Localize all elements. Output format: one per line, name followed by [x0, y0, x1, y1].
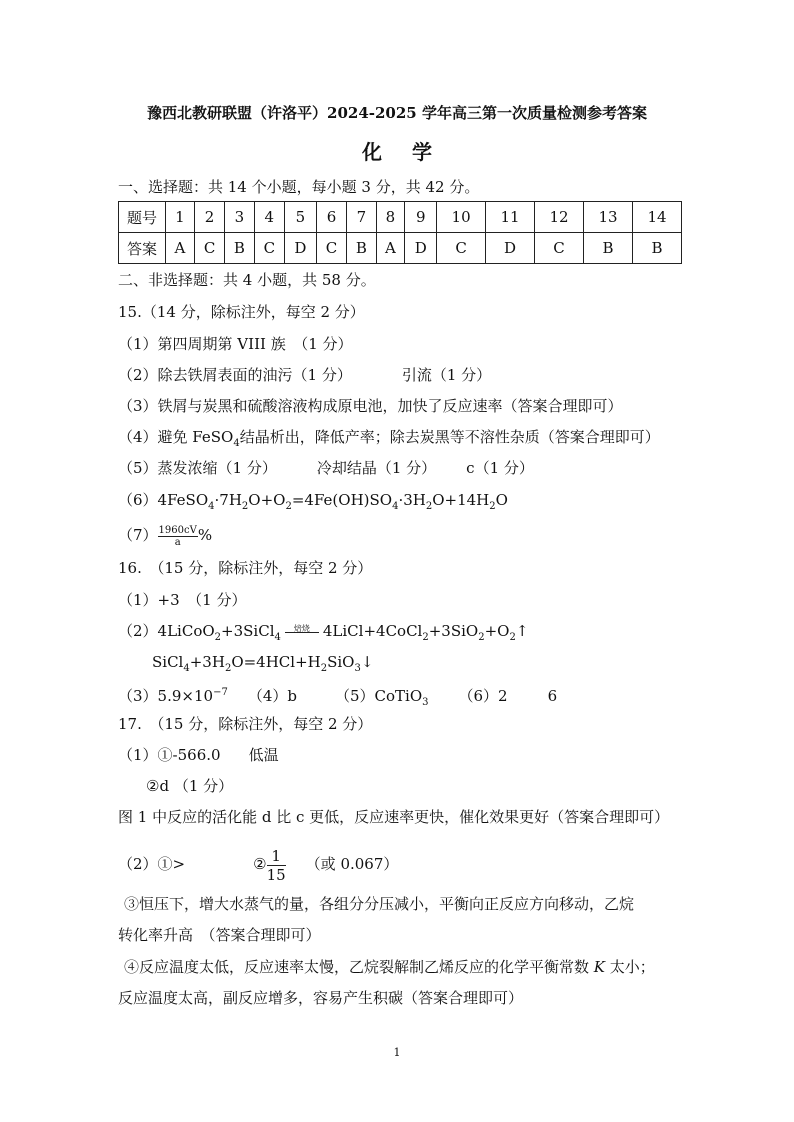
q15-part5-c: c（1 分） — [466, 459, 534, 477]
q17-part2-a: （2）①> — [118, 855, 186, 873]
q16-part3-value: 5.9×10 — [157, 687, 214, 705]
q15-part6 — [118, 491, 508, 516]
q15-part2 — [118, 366, 491, 384]
question-number-cell: 8 — [376, 202, 405, 233]
q15-part5 — [118, 459, 534, 477]
question-number-cell: 5 — [285, 202, 317, 233]
q16-part5: （5）CoTiO — [334, 687, 423, 705]
q16-part4: （4）b — [247, 687, 297, 705]
q17-part1-c: ②d （1 分） — [146, 777, 234, 795]
q17-part2 — [118, 842, 398, 886]
q17-part1-d: 图 1 中反应的活化能 d 比 c 更低，反应速率更快，催化效果更好（答案合理即可） — [118, 808, 670, 826]
q17-part4-line2: 反应温度太高，副反应增多，容易产生积碳（答案合理即可） — [118, 989, 524, 1007]
reaction-condition-arrow — [285, 623, 319, 633]
question-number-cell: 4 — [254, 202, 284, 233]
q16-header: 16. （15 分，除标注外，每空 2 分） — [118, 559, 373, 577]
fraction-numerator: 1 — [267, 847, 286, 866]
q15-equation: $4FeSO_4\cdot 7H_2O+O_2=4Fe(OH)SO_4\cdot 3H_2O+14H_2O$ — [157, 491, 508, 512]
q16-equation-1-products: $4LiCl+4CoCl_2+3SiO_2+O_2↑$ — [322, 622, 529, 643]
q16-equation-2: $SiCl_4+3H_2O=4HCl+H_2SiO_3↓$ — [152, 653, 374, 674]
q17-part2-b-label: ② — [253, 855, 267, 873]
question-number-cell: 12 — [535, 202, 584, 233]
row-label-answer: 答案 — [119, 233, 166, 264]
question-number-cell: 13 — [584, 202, 633, 233]
fraction-denominator: 15 — [266, 865, 286, 884]
q16-part6-a: （6）2 — [458, 687, 508, 705]
q16-equation-1: 4LiCoO$_2$+3SiCl$_4$ — [157, 622, 281, 643]
q17-part3-line1: ③恒压下，增大水蒸气的量，各组分分压减小，平衡向正反应方向移动，乙烷 — [124, 895, 635, 913]
q17-part4-line1 — [124, 958, 655, 976]
q15-part4-a: （4）避免 FeSO — [118, 428, 234, 446]
q15-part3: （3）铁屑与炭黑和硫酸溶液构成原电池，加快了反应速率（答案合理即可） — [118, 397, 623, 415]
page-number: 1 — [393, 1046, 401, 1059]
answer-cell: D — [405, 233, 437, 264]
q17-header: 17. （15 分，除标注外，每空 2 分） — [118, 715, 373, 733]
row-label-question: 题号 — [119, 202, 166, 233]
q15-part2-a: （2）除去铁屑表面的油污（1 分） — [118, 366, 352, 384]
question-number-cell: 1 — [166, 202, 195, 233]
answer-cell: C — [535, 233, 584, 264]
equilibrium-constant-symbol: K — [593, 958, 605, 976]
q16-part2-label: （2） — [118, 622, 158, 640]
q17-part1 — [118, 746, 279, 764]
q15-part1: （1）第四周期第 VIII 族 （1 分） — [118, 335, 353, 353]
answer-cell: B — [584, 233, 633, 264]
question-number-cell: 9 — [405, 202, 437, 233]
fraction-numerator: 1960cV — [158, 524, 197, 536]
q15-part7-label: （7） — [118, 526, 158, 544]
q16-part2 — [118, 622, 528, 647]
q16-part3-label: （3） — [118, 687, 158, 705]
q17-part1-a: （1）①-566.0 — [118, 746, 221, 764]
subject-title: 化学 — [362, 140, 462, 164]
question-number-cell: 2 — [194, 202, 224, 233]
q17-part1-b: 低温 — [248, 746, 279, 764]
q15-part4: （4）避免 FeSO$_4$结晶析出，降低产率；除去炭黑等不溶性杂质（答案合理即可） — [118, 428, 660, 449]
answer-cell: C — [437, 233, 486, 264]
q15-part5-a: （5）蒸发浓缩（1 分） — [118, 459, 277, 477]
answer-table — [118, 201, 682, 264]
fraction-denominator: a — [174, 536, 181, 548]
question-number-row — [119, 202, 682, 233]
answer-row — [119, 233, 682, 264]
q16-part5-sub: 3 — [422, 697, 429, 708]
question-number-cell: 10 — [437, 202, 486, 233]
reaction-condition-label: 焙烧 — [293, 623, 310, 633]
q15-fraction — [158, 525, 198, 548]
answer-cell: D — [285, 233, 317, 264]
answer-cell: A — [376, 233, 405, 264]
q15-part5-b: 冷却结晶（1 分） — [316, 459, 437, 477]
question-number-cell: 14 — [632, 202, 681, 233]
q17-part4-b: 太小； — [605, 958, 655, 976]
q17-fraction — [267, 847, 286, 884]
q17-part2-b-alt: （或 0.067） — [305, 855, 399, 873]
percent-sign: % — [197, 526, 213, 544]
answer-cell: D — [486, 233, 535, 264]
question-number-cell: 11 — [486, 202, 535, 233]
q16-part6-b: 6 — [547, 687, 558, 705]
q16-part3-6 — [118, 684, 557, 712]
q15-part7 — [118, 523, 212, 548]
q17-part4-a: ④反应温度太低，反应速率太慢，乙烷裂解制乙烯反应的化学平衡常数 — [124, 958, 594, 976]
answer-cell: C — [194, 233, 224, 264]
document-title: 豫西北教研联盟（许洛平）2024-2025 学年高三第一次质量检测参考答案 — [147, 104, 647, 122]
answer-cell: A — [166, 233, 195, 264]
section2-heading: 二、非选择题：共 4 小题，共 58 分。 — [118, 271, 376, 289]
question-number-cell: 3 — [225, 202, 254, 233]
answer-cell: B — [347, 233, 376, 264]
q15-part4-b: 结晶析出，降低产率；除去炭黑等不溶性杂质（答案合理即可） — [239, 428, 660, 446]
answer-cell: B — [225, 233, 254, 264]
question-number-cell: 7 — [347, 202, 376, 233]
q15-part6-label: （6） — [118, 491, 158, 509]
question-number-cell: 6 — [316, 202, 346, 233]
q17-part3-line2: 转化率升高 （答案合理即可） — [118, 926, 321, 944]
answer-cell: C — [316, 233, 346, 264]
q15-part2-b: 引流（1 分） — [401, 366, 492, 384]
answer-cell: B — [632, 233, 681, 264]
q16-part3-exponent: −7 — [213, 687, 228, 698]
answer-cell: C — [254, 233, 284, 264]
q16-part1: （1）+3 （1 分） — [118, 591, 247, 609]
q15-header: 15.（14 分，除标注外，每空 2 分） — [118, 303, 365, 321]
section1-heading: 一、选择题：共 14 个小题，每小题 3 分，共 42 分。 — [118, 178, 480, 196]
